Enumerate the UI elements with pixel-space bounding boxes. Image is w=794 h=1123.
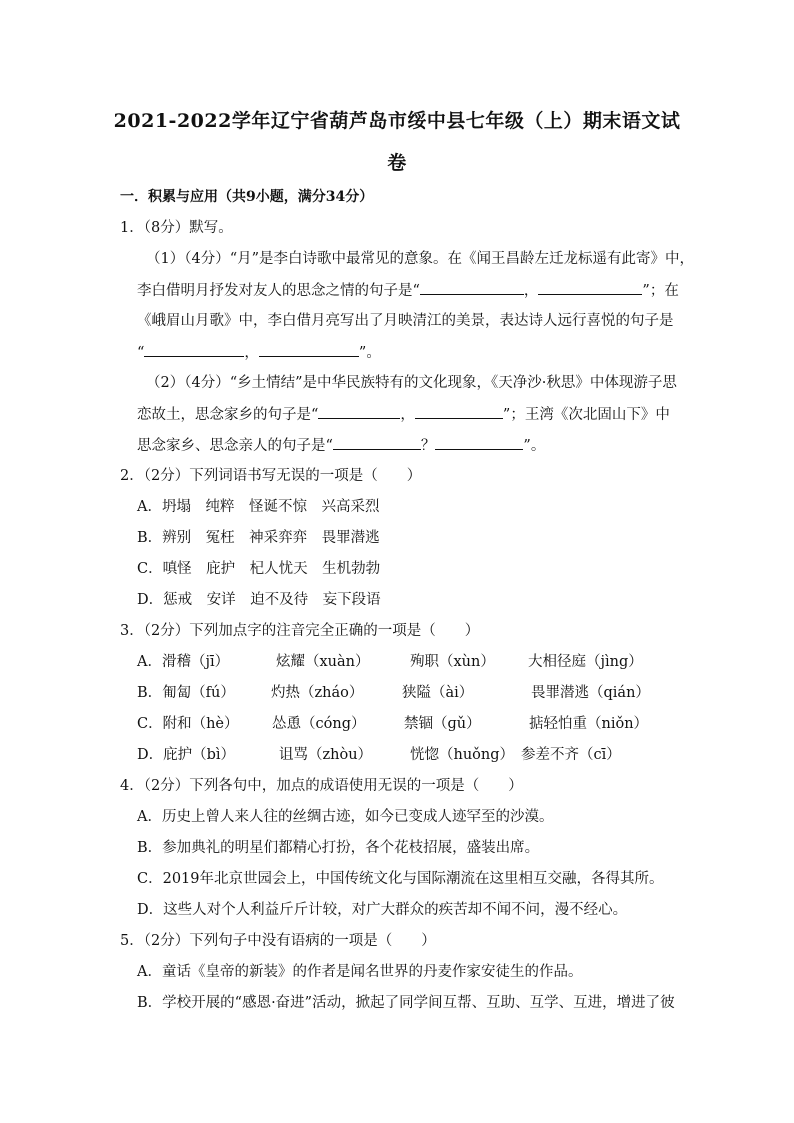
question-2-stem: 2．（2分）下列词语书写无误的一项是（ ） — [120, 468, 422, 484]
q3-option-a-item-3: 殉职（xùn） — [410, 654, 495, 670]
question-1-stem: 1．（8分）默写。 — [120, 220, 233, 236]
q1-part2-line-c — [137, 436, 545, 455]
q1-part1-line-c: 《峨眉山月歌》中，李白借月亮写出了月映清江的美景，表达诗人远行喜悦的句子是 — [137, 313, 674, 329]
q1-part1-text-d1: “ — [137, 345, 145, 361]
exam-title-line-1: 2021-2022学年辽宁省葫芦岛市绥中县七年级（上）期末语文试 — [113, 110, 681, 132]
q4-option-a: A．历史上曾人来人往的丝绸古迹，如今已变成人迹罕至的沙漠。 — [137, 809, 554, 825]
answer-blank[interactable] — [538, 281, 642, 295]
q3-option-b-item-4: 畏罪潜逃（qián） — [531, 685, 650, 701]
q2-option-c: C．嗔怪 庇护 杞人忧天 生机勃勃 — [137, 561, 381, 577]
q1-part2-text-c3: ”。 — [523, 438, 546, 454]
q5-option-a: A．童话《皇帝的新装》的作者是闻名世界的丹麦作家安徒生的作品。 — [137, 964, 583, 980]
q2-option-d: D．惩戒 安详 迫不及待 妄下段语 — [137, 592, 381, 608]
q1-part2-text-c2: ？ — [420, 438, 436, 454]
question-3-stem: 3．（2分）下列加点字的注音完全正确的一项是（ ） — [120, 623, 480, 639]
q3-option-d-item-2: 诅骂（zhòu） — [279, 747, 373, 763]
answer-blank[interactable] — [420, 281, 524, 295]
q3-option-c-item-2: 怂恿（cóng） — [272, 716, 366, 732]
q4-option-c: C．2019年北京世园会上，中国传统文化与国际潮流在这里相互交融，各得其所。 — [137, 871, 664, 887]
q1-part1-text-d3: ”。 — [358, 345, 381, 361]
q5-option-b: B．学校开展的“感恩·奋进”活动，掀起了同学间互帮、互助、互学、互进，增进了彼 — [137, 995, 675, 1011]
answer-blank[interactable] — [435, 436, 523, 450]
q3-option-c-item-3: 禁锢（ɡǔ） — [404, 716, 481, 732]
question-4-stem: 4．（2分）下列各句中，加点的成语使用无误的一项是（ ） — [120, 778, 523, 794]
q3-option-c-item-4: 掂轻怕重（niǒn） — [529, 716, 649, 732]
exam-title-line-2: 卷 — [387, 152, 407, 174]
q3-option-d-item-4: 参差不齐（cī） — [521, 747, 621, 763]
q1-part1-text-b2: ， — [523, 283, 539, 299]
section-heading: 一．积累与应用（共9小题，满分34分） — [120, 189, 374, 205]
answer-blank[interactable] — [333, 436, 421, 450]
question-5-stem: 5．（2分）下列句子中没有语病的一项是（ ） — [120, 933, 436, 949]
q4-option-b: B．参加典礼的明星们都精心打扮，各个花枝招展，盛装出席。 — [137, 840, 540, 856]
q1-part1-text-b1: 李白借明月抒发对友人的思念之情的句子是“ — [137, 283, 420, 299]
q3-option-b-item-3: 狭隘（ài） — [402, 685, 474, 701]
answer-blank[interactable] — [318, 405, 400, 419]
q1-part2-line-a: （2）（4分）“乡土情结”是中华民族特有的文化现象，《天净沙·秋思》中体现游子思 — [146, 375, 677, 391]
q1-part1-text-d2: ， — [244, 345, 259, 361]
q1-part2-text-b3: ”；王湾《次北固山下》中 — [502, 407, 670, 423]
q1-part2-text-c1: 思念家乡、思念亲人的句子是“ — [137, 438, 333, 454]
q1-part2-text-b2: ， — [400, 407, 415, 423]
answer-blank[interactable] — [415, 405, 503, 419]
q1-part1-line-d — [137, 343, 381, 362]
q4-option-d: D．这些人对个人利益斤斤计较，对广大群众的疾苦却不闻不问，漫不经心。 — [137, 902, 628, 918]
q3-option-d-item-3: 恍惚（huǒng） — [410, 747, 515, 763]
q3-option-a-item-1: A．滑稽（jī） — [137, 654, 230, 670]
q3-option-a-item-4: 大相径庭（jìng） — [528, 654, 643, 670]
q1-part1-line-b — [137, 281, 679, 300]
q3-option-b-item-2: 灼热（zháo） — [271, 685, 364, 701]
q2-option-a: A．坍塌 纯粹 怪诞不惊 兴高采烈 — [137, 499, 380, 515]
q2-option-b: B．辨别 冤枉 神采弈弈 畏罪潜逃 — [137, 530, 380, 546]
q3-option-d-item-1: D．庇护（bì） — [137, 747, 236, 763]
q1-part1-line-a: （1）（4分）“月”是李白诗歌中最常见的意象。在《闻王昌龄左迁龙标遥有此寄》中， — [146, 251, 695, 267]
q1-part2-text-b1: 恋故土，思念家乡的句子是“ — [137, 407, 319, 423]
answer-blank[interactable] — [144, 343, 244, 357]
q3-option-a-item-2: 炫耀（xuàn） — [276, 654, 370, 670]
q1-part2-line-b — [137, 405, 670, 424]
q1-part1-text-b3: ”；在 — [642, 283, 679, 299]
q3-option-c-item-1: C．附和（hè） — [137, 716, 239, 732]
answer-blank[interactable] — [259, 343, 359, 357]
q3-option-b-item-1: B．匍匐（fú） — [137, 685, 235, 701]
